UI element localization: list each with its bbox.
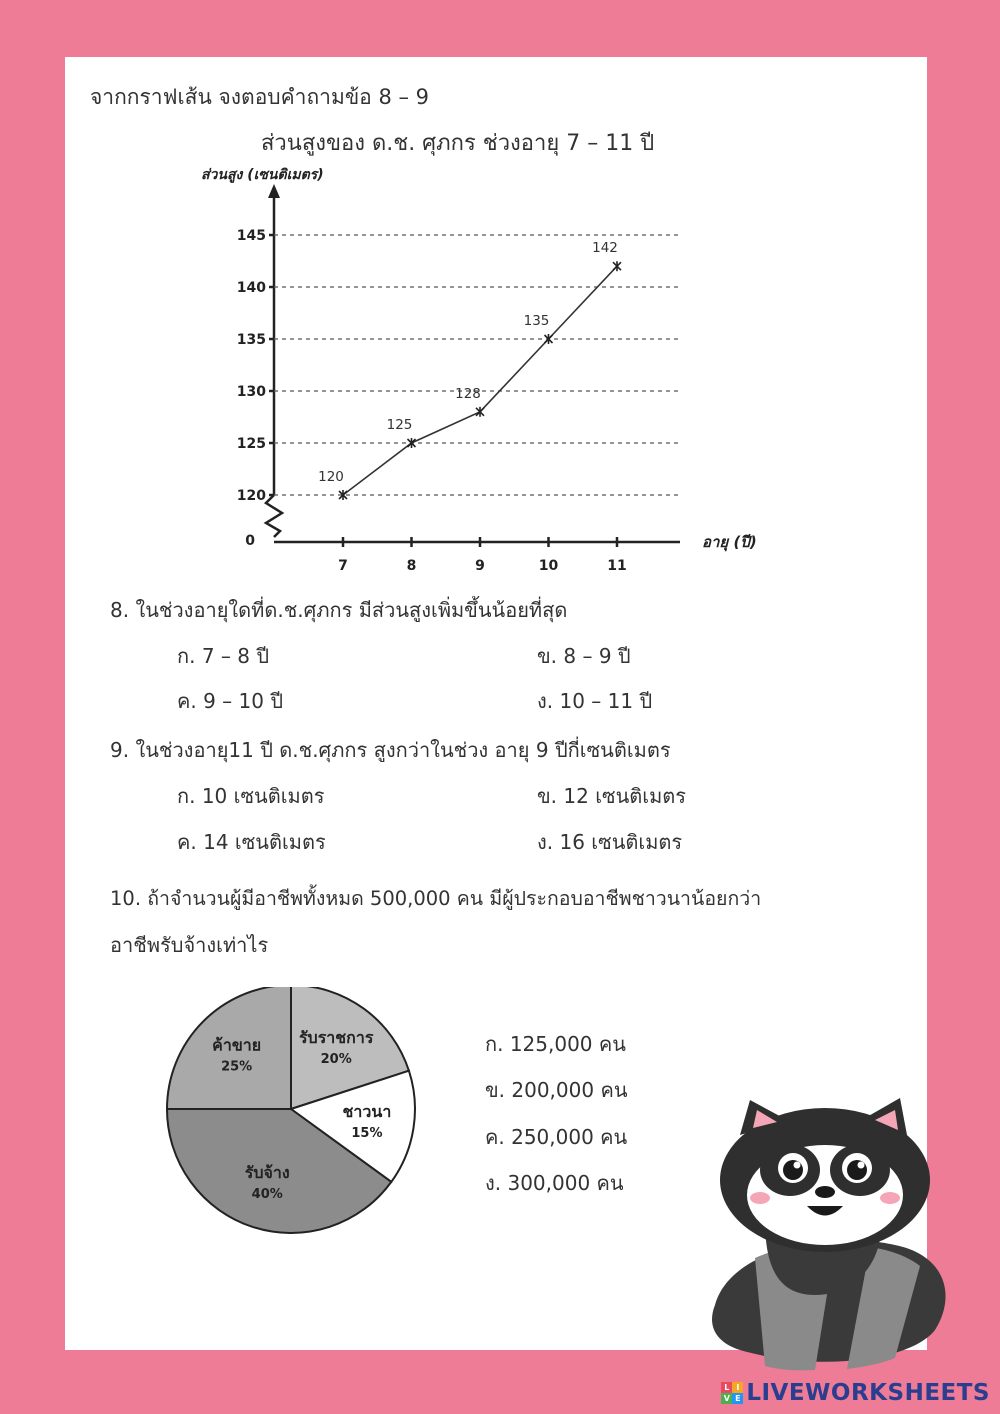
x-tick-label-8: 8 bbox=[406, 558, 417, 574]
q8-option-b[interactable]: ข. 8 – 9 ปี bbox=[537, 644, 631, 668]
question-9: 9. ในช่วงอายุ11 ปี ด.ช.ศุภกร สูงกว่าในช่วง อายุ 9 ปีกี่เซนติเมตร bbox=[110, 738, 671, 762]
pie-label-2: รับจ้าง bbox=[244, 1163, 290, 1183]
pie-percent-3: 25% bbox=[221, 1059, 253, 1075]
pie-percent-1: 15% bbox=[351, 1126, 383, 1142]
height-series-line bbox=[343, 266, 617, 495]
q10-option-a[interactable]: ก. 125,000 คน bbox=[485, 1032, 626, 1056]
x-tick-label-7: 7 bbox=[338, 558, 348, 574]
q9-option-d[interactable]: ง. 16 เซนติเมตร bbox=[537, 830, 683, 854]
pie-label-0: รับราชการ bbox=[298, 1027, 374, 1047]
y-tick-label-125: 125 bbox=[236, 436, 266, 452]
liveworksheets-badge-icon: L I V E bbox=[721, 1382, 743, 1404]
y-axis-break bbox=[266, 495, 282, 537]
pie-label-3: ค้าขาย bbox=[212, 1035, 262, 1055]
data-point-8 bbox=[408, 438, 416, 448]
data-point-9 bbox=[476, 407, 484, 417]
y-zero-label: 0 bbox=[245, 533, 255, 549]
q9-option-c[interactable]: ค. 14 เซนติเมตร bbox=[177, 830, 326, 854]
liveworksheets-logo-text: LIVEWORKSHEETS bbox=[746, 1380, 990, 1406]
question-10-line2: อาชีพรับจ้างเท่าไร bbox=[110, 933, 269, 957]
data-point-11 bbox=[613, 261, 621, 271]
intro-instruction: จากกราฟเส้น จงตอบคำถามข้อ 8 – 9 bbox=[90, 85, 430, 109]
y-tick-label-135: 135 bbox=[236, 332, 266, 348]
q8-option-c[interactable]: ค. 9 – 10 ปี bbox=[177, 689, 284, 713]
q9-option-b[interactable]: ข. 12 เซนติเมตร bbox=[537, 784, 687, 808]
data-point-10 bbox=[545, 334, 553, 344]
pie-percent-0: 20% bbox=[320, 1051, 352, 1067]
q8-option-a[interactable]: ก. 7 – 8 ปี bbox=[177, 644, 270, 668]
q10-option-b[interactable]: ข. 200,000 คน bbox=[485, 1078, 628, 1102]
x-tick-label-10: 10 bbox=[538, 558, 559, 574]
line-chart-title: ส่วนสูงของ ด.ช. ศุภกร ช่วงอายุ 7 – 11 ปี bbox=[261, 131, 655, 156]
raccoon-mascot-illustration bbox=[695, 1080, 965, 1390]
y-axis-arrow bbox=[268, 184, 280, 198]
data-label-9: 128 bbox=[455, 385, 481, 402]
y-tick-label-130: 130 bbox=[236, 384, 266, 400]
question-8: 8. ในช่วงอายุใดที่ด.ช.ศุภกร มีส่วนสูงเพิ่มขึ้นน้อยที่สุด bbox=[110, 598, 568, 622]
pie-chart bbox=[160, 987, 430, 1237]
data-label-7: 120 bbox=[318, 469, 344, 485]
q10-option-c[interactable]: ค. 250,000 คน bbox=[485, 1125, 628, 1149]
y-axis-label: ส่วนสูง (เซนติเมตร) bbox=[201, 167, 324, 183]
data-label-8: 125 bbox=[386, 417, 413, 433]
q10-option-d[interactable]: ง. 300,000 คน bbox=[485, 1171, 624, 1195]
data-label-11: 142 bbox=[592, 240, 618, 257]
data-label-10: 135 bbox=[523, 313, 550, 329]
x-tick-label-11: 11 bbox=[607, 558, 627, 574]
line-chart bbox=[65, 152, 825, 592]
question-10-line1: 10. ถ้าจำนวนผู้มีอาชีพทั้งหมด 500,000 คน มีผู้ประกอบอาชีพชาวนาน้อยกว่า bbox=[110, 887, 762, 910]
pie-label-1: ชาวนา bbox=[342, 1102, 392, 1122]
x-tick-label-9: 9 bbox=[475, 558, 485, 574]
x-axis-label: อายุ (ปี) bbox=[702, 533, 757, 551]
q8-option-d[interactable]: ง. 10 – 11 ปี bbox=[537, 689, 653, 713]
pie-percent-2: 40% bbox=[251, 1187, 283, 1203]
y-tick-label-145: 145 bbox=[236, 228, 266, 244]
y-tick-label-140: 140 bbox=[236, 280, 266, 296]
y-tick-label-120: 120 bbox=[236, 488, 266, 504]
liveworksheets-logo bbox=[721, 1378, 990, 1408]
q9-option-a[interactable]: ก. 10 เซนติเมตร bbox=[177, 784, 325, 808]
